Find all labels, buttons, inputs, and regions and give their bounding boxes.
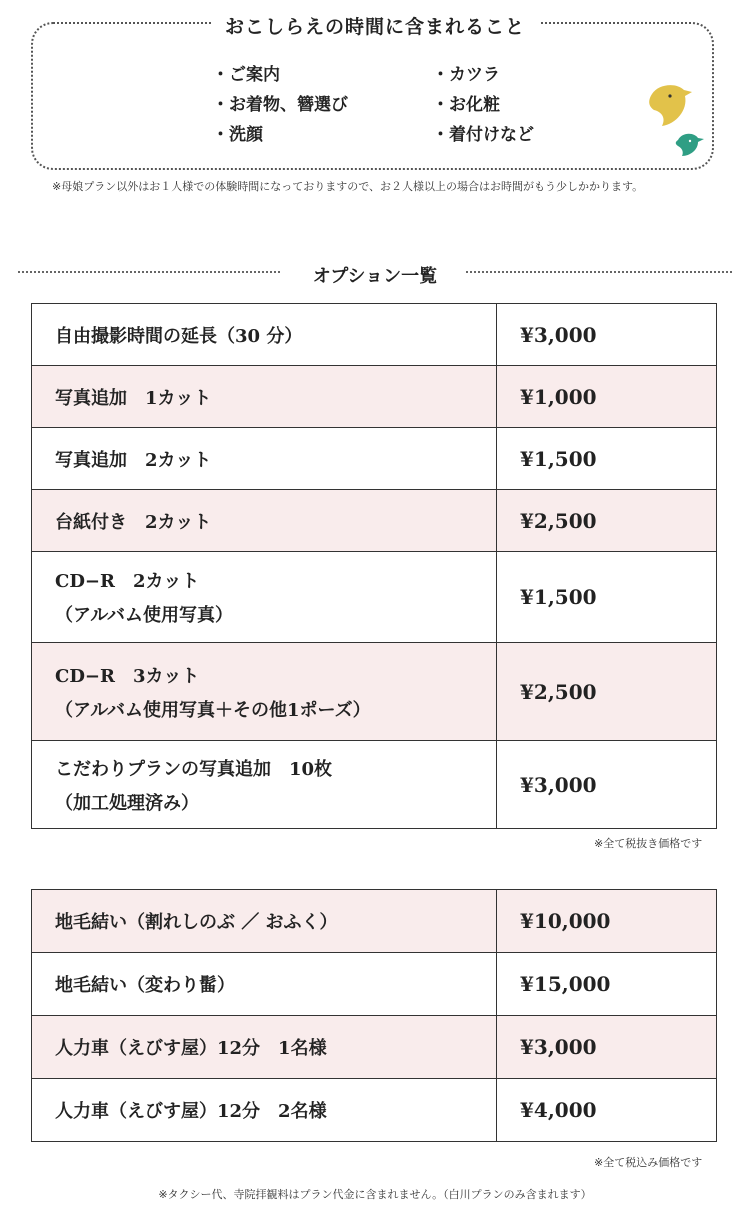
options-heading — [18, 262, 732, 287]
extra-name: 人力車（えびす屋）12分 2名様 — [32, 1079, 497, 1142]
table-row — [32, 741, 717, 829]
extra-price: ¥3,000 — [497, 1016, 717, 1079]
options-title: オプション一覧 — [312, 266, 438, 287]
table-row — [32, 1079, 717, 1142]
included-item: ・洗顔 — [212, 125, 263, 145]
option-name: 台紙付き 2カット — [32, 490, 497, 552]
option-name: CD−R 3カット （アルバム使用写真＋その他1ポーズ） — [32, 643, 497, 741]
extra-name: 地毛結い（変わり髷） — [32, 953, 497, 1016]
included-item: ・お着物、簪選び — [212, 95, 348, 115]
extras-table — [31, 889, 717, 1142]
table-row — [32, 552, 717, 643]
included-item: ・ご案内 — [212, 65, 280, 85]
option-name: 写真追加 2カット — [32, 428, 497, 490]
option-price: ¥1,500 — [497, 552, 717, 643]
option-price: ¥1,500 — [497, 428, 717, 490]
included-title: おこしらえの時間に含まれること — [0, 12, 750, 39]
option-name: 写真追加 1カット — [32, 366, 497, 428]
included-item: ・お化粧 — [432, 95, 500, 115]
table-row — [32, 643, 717, 741]
option-price: ¥1,000 — [497, 366, 717, 428]
yellow-bird-icon — [649, 85, 692, 126]
teal-bird-icon — [676, 134, 704, 156]
table-row — [32, 1016, 717, 1079]
table-row — [32, 490, 717, 552]
table-row — [32, 366, 717, 428]
extra-price: ¥10,000 — [497, 890, 717, 953]
option-name: 自由撮影時間の延長（30 分） — [32, 304, 497, 366]
options-tax-note: ※全て税抜き価格です — [594, 837, 703, 850]
option-price: ¥3,000 — [497, 741, 717, 829]
extra-name: 地毛結い（割れしのぶ ／ おふく） — [32, 890, 497, 953]
table-row — [32, 428, 717, 490]
included-item: ・カツラ — [432, 65, 500, 85]
extras-tax-note: ※全て税込み価格です — [594, 1156, 703, 1169]
footer-note: ※タクシー代、寺院拝観料はプラン代金に含まれません。（白川プランのみ含まれます） — [158, 1188, 592, 1201]
table-row — [32, 304, 717, 366]
table-row — [32, 890, 717, 953]
included-item: ・着付けなど — [432, 125, 534, 145]
included-note: ※母娘プラン以外はお１人様での体験時間になっておりますので、お２人様以上の場合はお時間がもう少しかかります。 — [52, 180, 644, 193]
option-name: CD−R 2カット （アルバム使用写真） — [32, 552, 497, 643]
extra-price: ¥15,000 — [497, 953, 717, 1016]
options-table — [31, 303, 717, 829]
table-row — [32, 953, 717, 1016]
option-price: ¥2,500 — [497, 643, 717, 741]
option-price: ¥2,500 — [497, 490, 717, 552]
birds-illustration — [640, 80, 710, 165]
option-name: こだわりプランの写真追加 10枚 （加工処理済み） — [32, 741, 497, 829]
included-box — [31, 22, 714, 170]
extra-price: ¥4,000 — [497, 1079, 717, 1142]
option-price: ¥3,000 — [497, 304, 717, 366]
extra-name: 人力車（えびす屋）12分 1名様 — [32, 1016, 497, 1079]
